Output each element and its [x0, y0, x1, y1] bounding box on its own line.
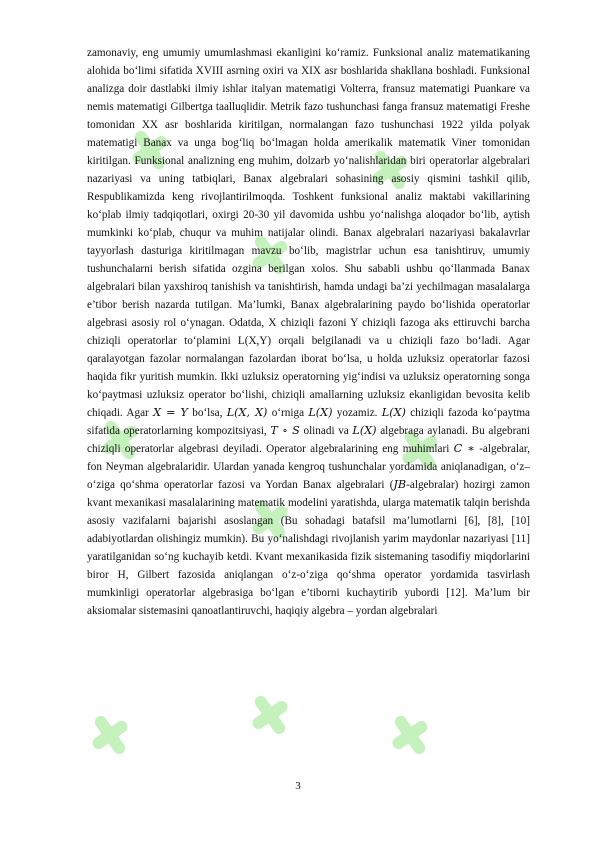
math-expression: X = Y	[153, 406, 188, 419]
text-run: olinadi va	[299, 425, 353, 437]
watermark-mark	[241, 686, 299, 745]
watermark-mark	[381, 706, 439, 765]
math-expression: L(X)	[352, 424, 377, 437]
math-expression: L(X)	[308, 406, 333, 419]
math-expression: L(X, X)	[226, 406, 268, 419]
text-run: bo‘lsa,	[187, 407, 227, 419]
text-run: zamonaviy, eng umumiy umumlashmasi ekanligini ko‘ramiz. Funksional analiz matematikaning alohida bo‘limi sifatida XVIII asrning oxiri va XIX asr boshlarida shakllana boshladi. Funksional analizga doir dastlabki ilmiy ishlar italyan matematigi Volterra, fransuz matematigi Puankare va nemis matematigi Gilbertga taalluqlidir. Metrik fazo tushunchasi fanga fransuz matematigi Freshe tomonidan XX asr boshlarida kiritilgan, normalangan fazo tushunchasi 1922 yilda polyak matematigi Banax va unga bog‘liq bo‘lmagan holda amerikalik matematik Viner tomonidan kiritilgan. Funksional analizning eng muhim, dolzarb yo‘nalishlaridan biri operatorlar algebralari nazariyasi va uning tatbiqlari, Banax algebralari sohasining asosiy qismini tashkil qilib, Respublikamizda keng rivojlantirilmoqda. Toshkent funksional analiz maktabi vakillarining ko‘plab ilmiy tadqiqotlari, oxirgi 20-30 yil davomida ushbu yo‘nalishga aloqador bo‘lib, aytish mumkinki ko‘plab, chuqur va muhim natijalar olindi. Banax algebralari nazariyasi bakalavrlar tayyorlash dasturiga kiritilmagan mavzu bo‘lib, magistrlar uchun esa tanishtiruv, umumiy tushunchalarni berish sifatida ozgina berilgan xolos. Shu sababli ushbu qo‘llanmada Banax algebralari bilan yaxshiroq tanishish va tanishtirish, hamda undagi ba’zi yechilmagan masalalarga e’tibor berish nazarda tutilgan. Ma’lumki, Banax algebralarining paydo bo‘lishida operatorlar algebrasi asosiy rol o‘ynagan. Odatda, X chiziqli fazoni Y chiziqli fazoga aks ettiruvchi barcha chiziqli operatorlar to‘plamini L(X,Y) orqali belgilanadi va u chiziqli fazo bo‘ladi. Agar qaralayotgan fazolar normalangan fazolardan iborat bo‘lsa, u holda uzluksiz operatorlar fazosi haqida fikr yuritish mumkin. Ikki uzluksiz operatorning yig‘indisi va uzluksiz operatorning songa ko‘paytmasi uzluksiz operator bo‘lishi, chiziqli amallarning uzluksiz ekanligidan bevosita kelib chiqadi. Agar	[87, 47, 530, 419]
text-run: -algebralar) hozirgi zamon kvant mexanikasi masalalarining matematik modelini yaratishda, ularga matematik talqin berishda asosiy vazifalarni bajarishi asoslangan (Bu sohadagi batafsil ma’lumotlarni [6], [8], [10] adabiyotlardan olishingiz mumkin). Bu yo‘nalishdagi rivojlanish yarim maydonlar nazariyasi [11] yaratilganidan so‘ng kuchayib ketdi. Kvant mexanikasida fizik sistemaning tasodifiy miqdorlarini biror H, Gilbert fazosida aniqlangan o‘z-o‘ziga qo‘shma operator yordamida tasvirlash mumkinligi operatorlar algebrasiga bo‘lgan e’tiborni kuchaytirib yubordi [12]. Ma’lum bir aksiomalar sistemasini qanoatlantiruvchi, haqiqiy algebra – yordan algebralari	[87, 479, 530, 617]
math-expression: L(X)	[381, 406, 406, 419]
text-run: algebraga aylanadi. Bu algebrani chiziqli operatorlar algebrasi deyiladi. Operator algebralarining eng muhimlari	[87, 425, 530, 455]
text-run: chiziqli fazoda ko‘paytma sifatida operatorlarning kompozitsiyasi,	[87, 407, 531, 437]
text-run: yozamiz.	[332, 407, 382, 419]
page-number: 3	[295, 780, 301, 792]
math-expression: JB	[393, 478, 407, 491]
body-paragraph	[87, 44, 530, 620]
math-expression: T ∘ S	[270, 424, 300, 437]
text-run: o‘rniga	[267, 407, 309, 419]
watermark-mark	[81, 706, 139, 765]
paragraph	[87, 44, 530, 620]
math-expression: C ∗	[453, 442, 475, 455]
text-run: -algebralar, fon Neyman algebralaridir. Ulardan yanada kengroq tushunchalar yordamida aniqlanadigan, o‘z–o‘ziga qo‘shma operatorlar fazosi va Yordan Banax algebralari (	[87, 443, 530, 491]
